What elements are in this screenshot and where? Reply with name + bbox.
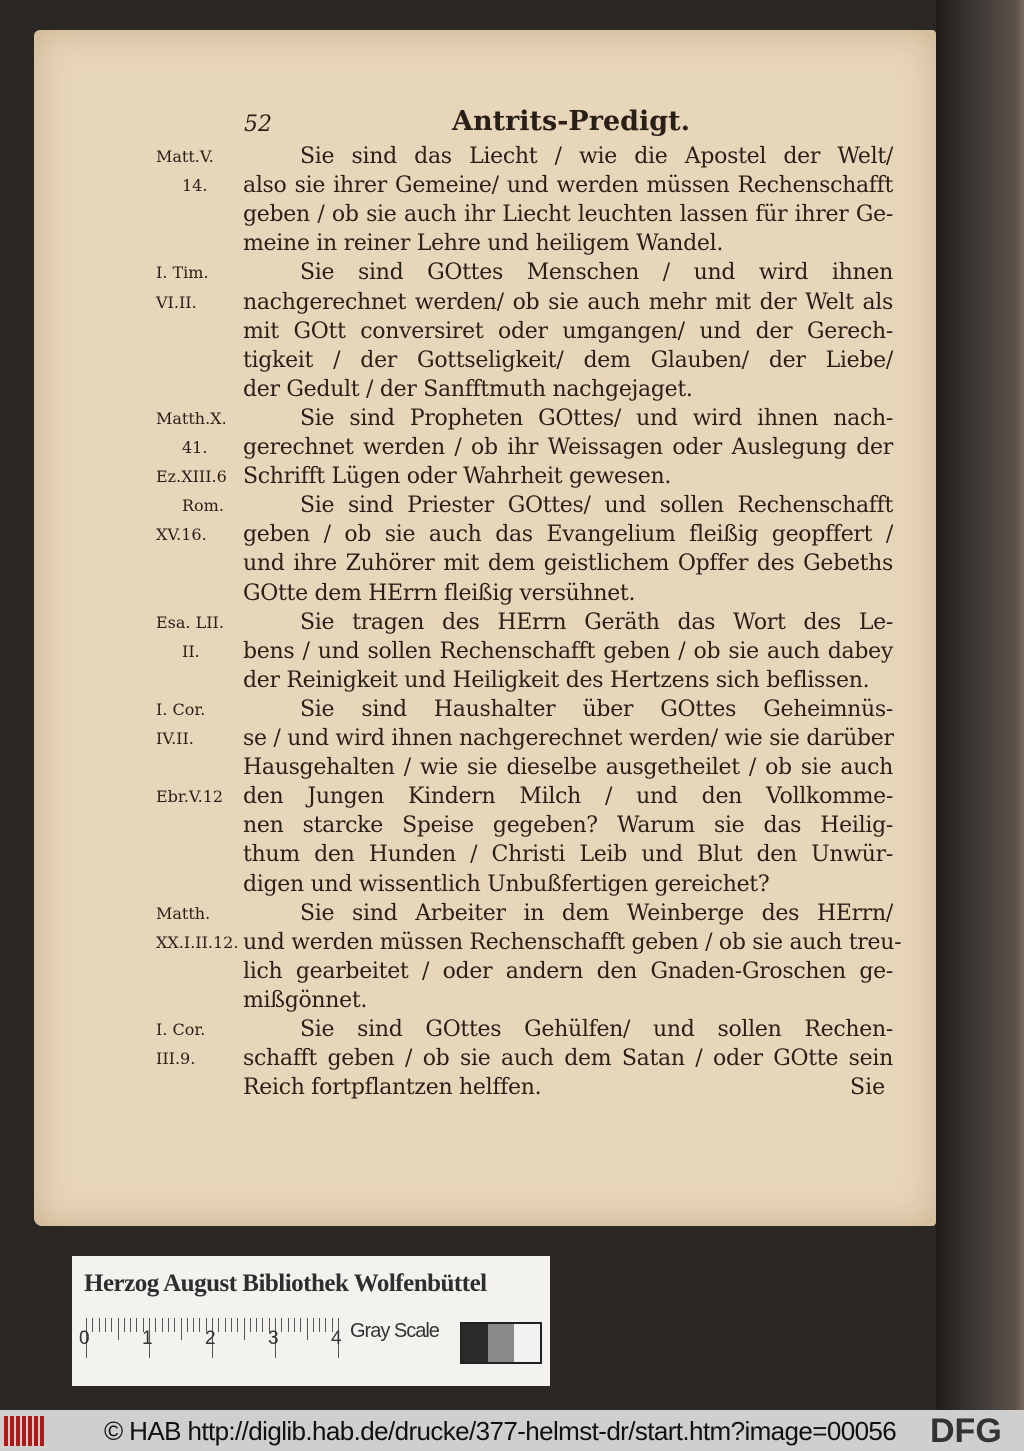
- hab-logo-icon: [4, 1416, 44, 1446]
- ruler-tick: [111, 1318, 112, 1332]
- text-line: also sie ihrer Gemeine/ und werden müssen Rechenschafft: [243, 173, 893, 199]
- ruler-tick: [181, 1318, 182, 1340]
- text-line: Sie sind Haushalter über GOttes Geheimnüs-: [300, 696, 893, 722]
- margin-note: 14.: [182, 176, 208, 196]
- ruler-number: 2: [205, 1328, 216, 1349]
- ruler-tick: [231, 1318, 232, 1332]
- text-line: Schrifft Lügen oder Wahrheit gewesen.: [243, 464, 672, 490]
- ruler-tick: [105, 1318, 106, 1332]
- ruler-tick: [250, 1318, 251, 1332]
- ruler-number: 4: [331, 1328, 342, 1349]
- margin-note: XX.I.II.12.: [156, 932, 239, 952]
- gray-scale-swatch: [460, 1322, 542, 1364]
- text-line: geben / ob sie auch das Evangelium fleißig geopffert /: [243, 522, 893, 548]
- margin-note: Rom.: [182, 496, 224, 516]
- text-line: geben / ob sie auch ihr Liecht leuchten lassen für ihrer Ge-: [243, 202, 893, 228]
- ruler-tick: [281, 1318, 282, 1332]
- text-line: und ihre Zuhörer mit dem geistlichem Opffer des Gebeths: [243, 551, 893, 577]
- ruler-tick: [124, 1318, 125, 1332]
- margin-note: Ez.XIII.6: [156, 467, 227, 487]
- ruler-tick: [300, 1318, 301, 1332]
- text-line: nen starcke Speise gegeben? Warum sie das Heilig-: [243, 813, 893, 839]
- library-name: Herzog August Bibliothek Wolfenbüttel: [84, 1270, 487, 1297]
- text-line: se / und wird ihnen nachgerechnet werden/ wie sie darüber: [243, 726, 894, 751]
- ruler-tick: [307, 1318, 308, 1340]
- ruler-tick: [199, 1318, 200, 1332]
- text-line: der Gedult / der Sanfftmuth nachgejaget.: [243, 376, 693, 402]
- margin-note: I. Cor.: [156, 699, 206, 719]
- margin-note: I. Cor.: [156, 1020, 206, 1039]
- text-line: Hausgehalten / wie sie dieselbe ausgetheilet / ob sie auch: [243, 755, 893, 781]
- ruler-tick: [193, 1318, 194, 1332]
- ruler-tick: [262, 1318, 263, 1332]
- ruler-tick: [162, 1318, 163, 1332]
- ruler-tick: [130, 1318, 131, 1332]
- text-line: bens / und sollen Rechenschafft geben / ob sie auch dabey: [243, 638, 893, 664]
- ruler-tick: [256, 1318, 257, 1332]
- library-label: [72, 1256, 550, 1386]
- text-line: schafft geben / ob sie auch dem Satan / oder GOtte sein: [243, 1046, 893, 1072]
- ruler-tick: [319, 1318, 320, 1332]
- margin-note: IV.II.: [156, 729, 194, 748]
- ruler-tick: [92, 1318, 93, 1332]
- catchword: Sie: [850, 1075, 886, 1101]
- text-line: mit GOtt conversiret oder umgangen/ und der Gerech-: [243, 318, 893, 344]
- margin-note: I. Tim.: [156, 263, 209, 283]
- text-line: der Reinigkeit und Heiligkeit des Hertzens sich beflissen.: [243, 667, 870, 693]
- ruler-number: 1: [142, 1328, 153, 1349]
- margin-note: Esa. LII.: [156, 612, 224, 632]
- gray-scale-label: Gray Scale: [350, 1320, 439, 1342]
- ruler-tick: [288, 1318, 289, 1332]
- text-line: Reich fortpflantzen helffen.: [243, 1075, 542, 1101]
- text-line: Sie sind GOttes Menschen / und wird ihnen: [300, 260, 893, 286]
- text-line: Sie sind Priester GOttes/ und sollen Rechenschafft: [300, 493, 893, 519]
- margin-note: Ebr.V.12: [156, 787, 224, 807]
- background-board: [936, 0, 1024, 1410]
- margin-note: Matt.V.: [156, 147, 214, 166]
- margin-note: VI.II.: [156, 292, 197, 312]
- ruler-tick: [187, 1318, 188, 1332]
- margin-note: II.: [182, 641, 200, 661]
- text-line: GOtte dem HErrn fleißig versühnet.: [243, 580, 636, 606]
- ruler-tick: [325, 1318, 326, 1332]
- text-line: tigkeit / der Gottseligkeit/ dem Glauben/ der Liebe/: [243, 347, 893, 373]
- ruler-tick: [218, 1318, 219, 1332]
- gray-patch: [462, 1324, 488, 1362]
- ruler-tick: [294, 1318, 295, 1332]
- ruler-tick: [237, 1318, 238, 1332]
- ruler-tick: [118, 1318, 119, 1340]
- gray-patch: [514, 1324, 540, 1362]
- margin-note: XV.16.: [156, 525, 207, 545]
- ruler-tick: [225, 1318, 226, 1332]
- margin-note: 41.: [182, 438, 208, 457]
- ruler-tick: [136, 1318, 137, 1332]
- text-line: digen und wissentlich Unbußfertigen gereichet?: [243, 871, 770, 897]
- text-line: lich gearbeitet / oder andern den Gnaden-Groschen ge-: [243, 958, 893, 984]
- ruler-tick: [313, 1318, 314, 1332]
- text-line: Sie sind Propheten GOttes/ und wird ihnen nach-: [300, 405, 893, 431]
- text-line: meine in reiner Lehre und heiligem Wandel.: [243, 231, 724, 257]
- text-line: den Jungen Kindern Milch / und den Vollkomme-: [243, 784, 893, 810]
- ruler-tick: [244, 1318, 245, 1340]
- ruler-number: 3: [268, 1328, 279, 1349]
- ruler-tick: [168, 1318, 169, 1332]
- dfg-logo: DFG: [930, 1412, 1002, 1450]
- text-line: nachgerechnet werden/ ob sie auch mehr mit der Welt als: [243, 289, 893, 315]
- copyright-url[interactable]: © HAB http://diglib.hab.de/drucke/377-helmst-dr/start.htm?image=00056: [104, 1416, 897, 1446]
- text-line: Sie sind Arbeiter in dem Weinberge des HErrn/: [300, 900, 893, 926]
- text-line: thum den Hunden / Christi Leib und Blut den Unwür-: [243, 842, 893, 868]
- margin-note: Matth.X.: [156, 408, 227, 428]
- footer-bar: [0, 1410, 1024, 1451]
- text-line: und werden müssen Rechenschafft geben / ob sie auch treu-: [243, 929, 902, 955]
- margin-note: III.9.: [156, 1049, 196, 1069]
- text-line: Sie tragen des HErrn Geräth das Wort des Le-: [300, 609, 893, 635]
- ruler-tick: [99, 1318, 100, 1332]
- text-line: Sie sind GOttes Gehülfen/ und sollen Rechen-: [300, 1017, 893, 1042]
- text-line: Sie sind das Liecht / wie die Apostel der Welt/: [300, 144, 893, 169]
- ruler-tick: [174, 1318, 175, 1332]
- text-line: gerechnet werden / ob ihr Weissagen oder Auslegung der: [243, 435, 893, 460]
- ruler-number: 0: [79, 1328, 90, 1349]
- page-number: 52: [244, 112, 272, 137]
- gray-patch: [488, 1324, 514, 1362]
- running-title: Antrits-Predigt.: [452, 106, 691, 137]
- ruler-tick: [155, 1318, 156, 1332]
- margin-note: Matth.: [156, 903, 211, 923]
- text-line: mißgönnet.: [243, 987, 368, 1013]
